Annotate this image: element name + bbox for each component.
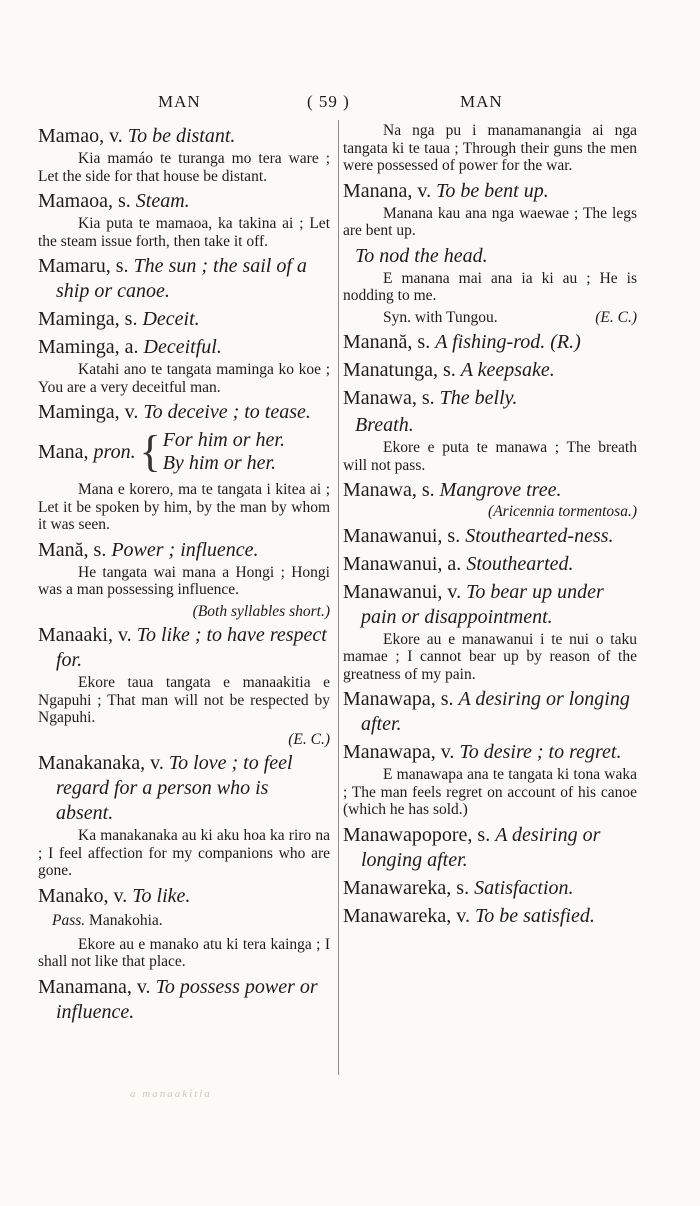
example: Ekore au e manawanui i te nui o taku mamae ; I cannot bear up by reason of the greatness of my pain. bbox=[343, 630, 637, 683]
definition: For him or her. bbox=[162, 429, 285, 451]
part-of-speech: s. bbox=[93, 538, 107, 561]
example: Ekore e puta te manawa ; The breath will not pass. bbox=[343, 439, 637, 474]
dictionary-entry-manawa-mangrove bbox=[343, 478, 637, 521]
headword: Manaaki, bbox=[38, 624, 113, 646]
headword: Manawa, bbox=[343, 387, 417, 409]
dictionary-entry bbox=[38, 400, 330, 425]
definition: To love ; to feel regard for a person who is absent. bbox=[56, 752, 293, 824]
dictionary-entry bbox=[38, 975, 330, 1025]
headword-row bbox=[38, 429, 330, 475]
definition: Steam. bbox=[135, 190, 190, 212]
dictionary-entry bbox=[38, 254, 330, 304]
headword: Manana, bbox=[343, 179, 413, 202]
definition: To desire ; to regret. bbox=[459, 741, 622, 763]
sub-definition: To nod the head. bbox=[355, 244, 488, 267]
left-column bbox=[38, 122, 330, 1028]
headword: Manako, bbox=[38, 884, 109, 907]
dictionary-entry bbox=[38, 124, 330, 185]
example: E manana mai ana ia ki au ; He is nodding to me. bbox=[343, 269, 637, 304]
example: Ekore au e manako atu ki tera kainga ; I shall not like that place. bbox=[38, 935, 330, 970]
header-left-guide-word: MAN bbox=[158, 92, 201, 111]
page-number: ( 59 ) bbox=[307, 92, 350, 111]
page-header bbox=[0, 92, 700, 114]
dictionary-entry bbox=[343, 876, 637, 901]
definition: Stouthearted. bbox=[466, 552, 574, 575]
part-of-speech: v. bbox=[109, 125, 123, 147]
part-of-speech: v. bbox=[447, 580, 462, 603]
definition: To be bent up. bbox=[436, 179, 549, 202]
example: Mana e korero, ma te tangata i kitea ai ; Let it be spoken by him, by the man by whom it was seen. bbox=[38, 481, 330, 533]
definition: A fishing-rod. bbox=[435, 331, 546, 353]
synonym-note: Syn. with Tungou. (E. C.) bbox=[383, 308, 637, 326]
example: Ekore taua tangata e manaakitia e Ngapuhi ; That man will not be respected by Ngapuhi. bbox=[38, 674, 330, 726]
example: Katahi ano te tangata maminga ko koe ; You are a very deceitful man. bbox=[38, 361, 330, 396]
column-divider bbox=[338, 120, 339, 1075]
example: Kia puta te mamaoa, ka takina ai ; Let the steam issue forth, then take it off. bbox=[38, 215, 330, 250]
part-of-speech: v. bbox=[417, 179, 432, 202]
definition: To deceive ; to tease. bbox=[143, 401, 311, 423]
headword: Manawanui, bbox=[343, 580, 443, 603]
part-of-speech: a. bbox=[447, 552, 462, 575]
dictionary-entry bbox=[38, 189, 330, 250]
dictionary-entry bbox=[343, 524, 637, 549]
part-of-speech: s. bbox=[456, 876, 470, 899]
headword: Manawa, bbox=[343, 479, 417, 501]
headword: Maminga, bbox=[38, 336, 120, 358]
sub-definition: Breath. bbox=[355, 414, 414, 436]
dictionary-entry bbox=[343, 740, 637, 819]
part-of-speech: v. bbox=[124, 401, 139, 423]
headword: Manawapopore, bbox=[343, 823, 473, 846]
dictionary-entry bbox=[38, 335, 330, 396]
headword: Mană, bbox=[38, 538, 89, 561]
part-of-speech: s. bbox=[477, 823, 491, 846]
dictionary-entry bbox=[38, 884, 330, 971]
definition: Satisfaction. bbox=[474, 876, 574, 899]
headword: Manawanui, bbox=[343, 552, 443, 575]
headword: Manawapa, bbox=[343, 741, 436, 763]
part-of-speech: v. bbox=[456, 904, 470, 927]
example: He tangata wai mana a Hongi ; Hongi was a man possessing influence. bbox=[38, 563, 330, 598]
headword: Mamaoa, bbox=[38, 190, 113, 212]
definition: A desiring or longing after. bbox=[361, 688, 630, 735]
definition: To bear up under pain or disappointment. bbox=[361, 580, 604, 628]
definition: To possess power or influence. bbox=[56, 975, 318, 1023]
dictionary-entry-manana bbox=[343, 179, 637, 327]
dictionary-entry bbox=[343, 904, 637, 929]
headword: Manawareka, bbox=[343, 876, 452, 899]
headword: Mana, bbox=[38, 440, 89, 463]
continued-example: Na nga pu i manamanangia ai nga tangata ki te taua ; Through their guns the men were possessed of power for the war. bbox=[343, 122, 637, 174]
part-of-speech: v. bbox=[136, 975, 151, 998]
dictionary-entry bbox=[343, 823, 637, 873]
passive-form: Pass. Manakohia. bbox=[52, 911, 163, 929]
part-of-speech: s. bbox=[421, 387, 435, 409]
dictionary-entry-mana-pron bbox=[38, 429, 330, 534]
headword: Manamana, bbox=[38, 975, 132, 998]
definition: To be satisfied. bbox=[474, 904, 595, 927]
part-of-speech: s. bbox=[124, 308, 138, 330]
headword: Manawareka, bbox=[343, 904, 452, 927]
definition: To be distant. bbox=[127, 125, 236, 147]
headword: Manawanui, bbox=[343, 524, 443, 547]
part-of-speech: s. bbox=[117, 190, 131, 212]
definition: A desiring or longing after. bbox=[361, 823, 601, 871]
part-of-speech: a. bbox=[124, 336, 139, 358]
dictionary-entry bbox=[343, 552, 637, 577]
dictionary-entry bbox=[343, 358, 637, 383]
definition: Stouthearted-ness. bbox=[465, 524, 614, 547]
example: Ka manakanaka au ki aku hoa ka riro na ; I feel affection for my companions who are gone. bbox=[38, 827, 330, 879]
dictionary-entry bbox=[38, 751, 330, 880]
dictionary-entry-manawa-belly bbox=[343, 386, 637, 474]
source-note: (E. C.) bbox=[288, 730, 330, 748]
header-right-guide-word: MAN bbox=[460, 92, 503, 111]
headword: Manawapa, bbox=[343, 688, 436, 710]
part-of-speech: s. bbox=[447, 524, 461, 547]
headword: Maminga, bbox=[38, 308, 120, 330]
faint-marginalia: a manaakitia bbox=[130, 1088, 212, 1100]
part-of-speech: pron. bbox=[93, 440, 136, 463]
source-note: (E. C.) bbox=[595, 308, 637, 326]
part-of-speech: v. bbox=[113, 884, 128, 907]
part-of-speech: s. bbox=[115, 255, 129, 277]
dictionary-entry bbox=[38, 307, 330, 332]
headword: Manatunga, bbox=[343, 359, 438, 381]
dictionary-entry bbox=[343, 687, 637, 737]
right-column bbox=[343, 122, 637, 932]
headword: Manană, bbox=[343, 331, 413, 353]
dictionary-entry bbox=[343, 580, 637, 684]
definition: Deceit. bbox=[142, 308, 200, 330]
headword: Mamaru, bbox=[38, 255, 111, 277]
definition: Deceitful. bbox=[143, 336, 222, 358]
definition: Power ; influence. bbox=[111, 538, 259, 561]
definition: Mangrove tree. bbox=[439, 479, 562, 501]
example: Manana kau ana nga waewae ; The legs are bent up. bbox=[343, 204, 637, 239]
pronunciation-note: (Both syllables short.) bbox=[192, 602, 330, 620]
part-of-speech: v. bbox=[117, 624, 132, 646]
source-note: (R.) bbox=[550, 331, 581, 353]
example: Kia mamáo te turanga mo tera ware ; Let the side for that house be distant. bbox=[38, 150, 330, 185]
dictionary-entry bbox=[343, 330, 637, 355]
definition: To like. bbox=[132, 884, 191, 907]
dictionary-entry bbox=[38, 538, 330, 621]
part-of-speech: s. bbox=[440, 688, 454, 710]
headword: Maminga, bbox=[38, 401, 120, 423]
part-of-speech: s. bbox=[417, 331, 431, 353]
definition: By him or her. bbox=[162, 452, 277, 474]
definition: To like ; to have respect for. bbox=[56, 624, 327, 671]
headword: Manakanaka, bbox=[38, 752, 146, 774]
brace-icon: { bbox=[139, 427, 161, 476]
part-of-speech: s. bbox=[421, 479, 435, 501]
definition: The sun ; the sail of a ship or canoe. bbox=[56, 255, 307, 302]
part-of-speech: v. bbox=[150, 752, 164, 774]
headword: Mamao, bbox=[38, 125, 105, 147]
dictionary-entry bbox=[38, 623, 330, 748]
example: E manawapa ana te tangata ki tona waka ; The man feels regret on account of his canoe (which he has sold.) bbox=[343, 766, 637, 818]
part-of-speech: v. bbox=[440, 741, 455, 763]
definition: A keepsake. bbox=[460, 359, 555, 381]
part-of-speech: s. bbox=[442, 359, 456, 381]
definition: The belly. bbox=[439, 387, 518, 409]
scientific-name: (Aricennia tormentosa.) bbox=[488, 503, 637, 520]
